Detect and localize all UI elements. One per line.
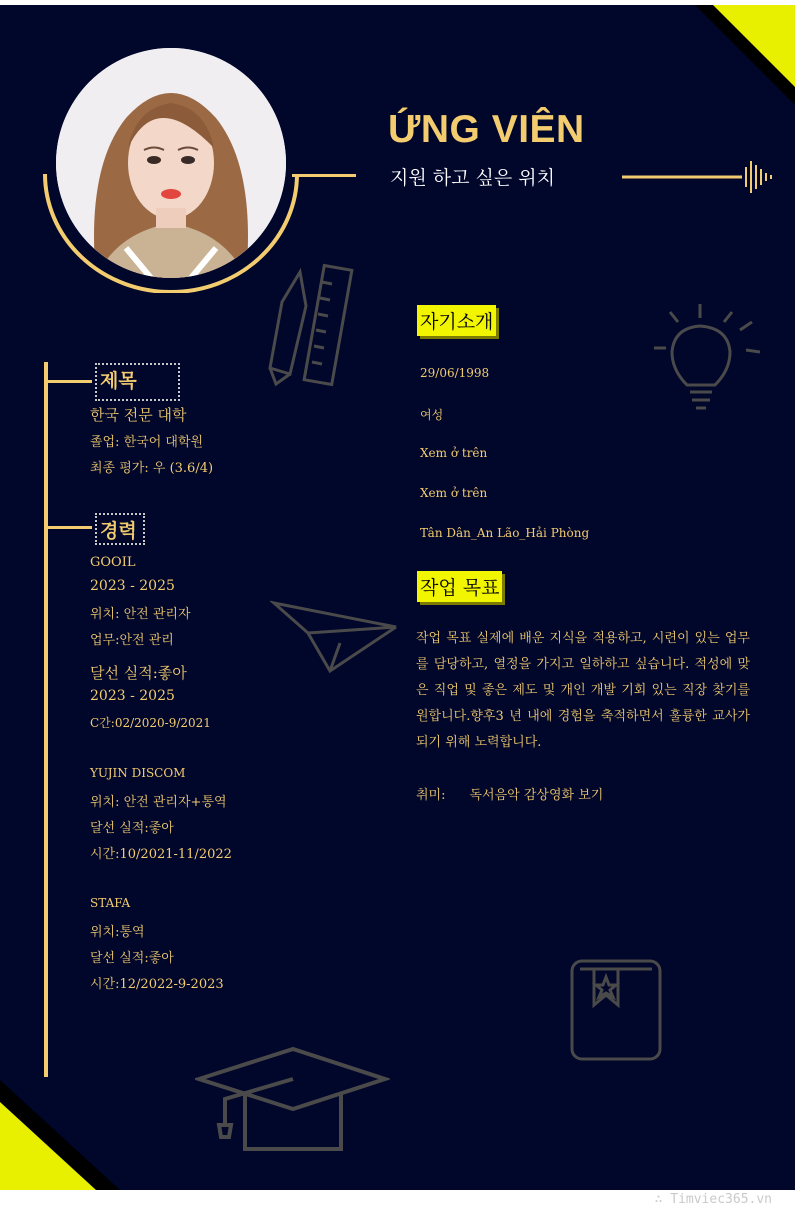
waveform-decoration	[622, 157, 774, 197]
address: Tân Dân_An Lão_Hải Phòng	[420, 526, 590, 540]
job-company: YUJIN DISCOM	[90, 766, 186, 780]
corner-decoration-bottom-left	[0, 1080, 120, 1190]
job-time: 시간:12/2022-9-2023	[90, 977, 224, 992]
timeline-marker-education	[46, 380, 92, 383]
watermark: ∴ Timviec365.vn	[654, 1192, 772, 1207]
major: 졸업: 한국어 대학원	[90, 435, 204, 450]
gender: 여성	[420, 408, 444, 422]
job-role: 위치: 안전 관리자+통역	[90, 795, 227, 810]
book-icon	[566, 955, 666, 1065]
email: Xem ở trên	[420, 486, 488, 500]
gpa: 최종 평가: 우 (3.6/4)	[90, 461, 214, 476]
job-task: 업무:안전 관리	[90, 633, 174, 648]
job-company: 달선 실적:좋아	[90, 664, 187, 682]
desired-position: 지원 하고 싶은 위치	[390, 167, 555, 189]
hobby-value: 독서음악 감상영화 보기	[469, 788, 604, 803]
avatar	[56, 48, 286, 278]
job-role: 위치: 안전 관리자	[90, 607, 191, 622]
hobby	[416, 784, 603, 803]
job-period: 2023 - 2025	[90, 688, 175, 704]
goal-text: 작업 목표 실제에 배운 지식을 적용하고, 시련이 있는 업무를 담당하고, 열정을 가지고 일하하고 싶습니다. 적성에 맞은 직업 및 좋은 제도 및 개인 개발 기회 있는 직장 찾기를 원합니다.향후3 년 내에 경험을 축적하면서 훌륭한 교사가 되기 위해 노력합니다.	[416, 631, 750, 750]
hobby-label: 취미:	[416, 788, 446, 803]
experience-title: 경력	[95, 513, 145, 545]
pencil-ruler-icon	[262, 262, 358, 390]
job-time: 시간:10/2021-11/2022	[90, 847, 232, 862]
candidate-name: ỨNG VIÊN	[388, 108, 585, 151]
graduation-cap-icon	[195, 1045, 390, 1160]
phone: Xem ở trên	[420, 446, 488, 460]
cv-page	[0, 5, 795, 1190]
corner-decoration-top-right	[695, 5, 795, 105]
job-role: 위치:통역	[90, 925, 145, 940]
education-title: 제목	[95, 363, 180, 401]
watermark-text: Timviec365.vn	[670, 1192, 772, 1207]
about-title: 자기소개	[417, 305, 496, 336]
school-name: 한국 전문 대학	[90, 406, 187, 424]
divider-line	[292, 174, 356, 177]
job-time: C간:02/2020-9/2021	[90, 716, 211, 730]
job-result: 달선 실적:좋아	[90, 821, 174, 836]
paper-plane-icon	[270, 597, 400, 675]
timeline-marker-experience	[46, 526, 92, 529]
job-result: 달선 실적:좋아	[90, 951, 174, 966]
goal-title: 작업 목표	[417, 571, 502, 602]
job-company: STAFA	[90, 896, 131, 910]
job-period: 2023 - 2025	[90, 578, 175, 594]
birthdate: 29/06/1998	[420, 366, 490, 380]
candidate-portrait-image	[56, 48, 286, 278]
timeline-line	[44, 362, 48, 1077]
lightbulb-icon	[652, 300, 762, 420]
job-company: GOOIL	[90, 555, 136, 570]
